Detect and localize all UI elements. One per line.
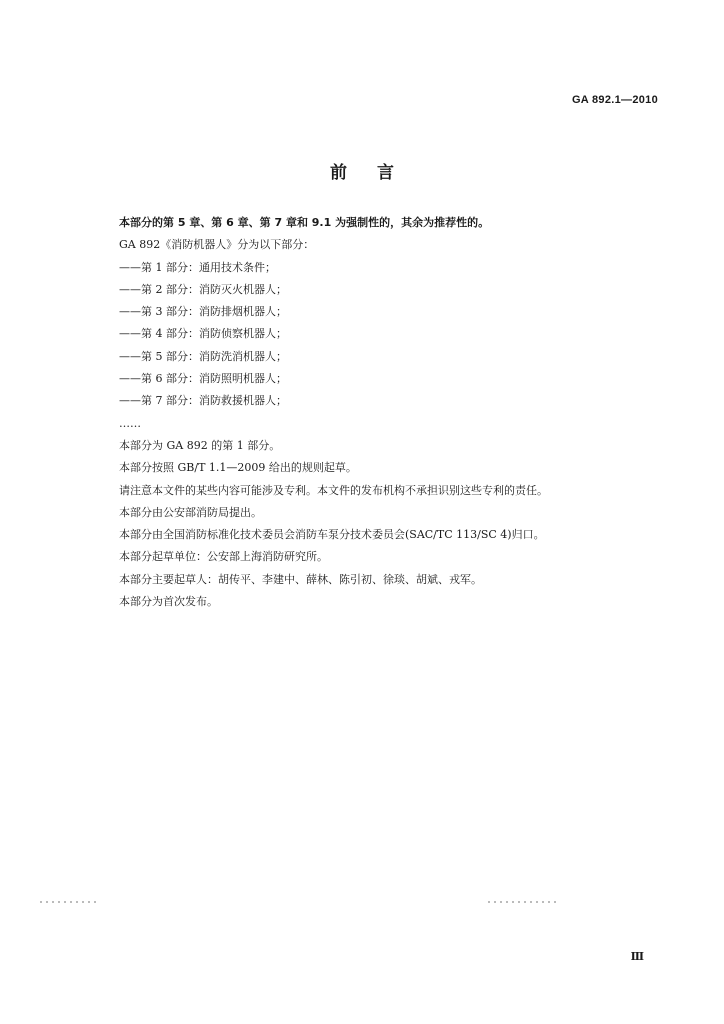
list-item-part-7: ——第 7 部分：消防救援机器人； <box>119 394 287 408</box>
paragraph-drafters: 本部分主要起草人：胡传平、李建中、薛林、陈引初、徐琰、胡斌、戎军。 <box>119 572 482 586</box>
paragraph-first-release: 本部分为首次发布。 <box>119 595 218 609</box>
paragraph-mandatory-clauses: 本部分的第 5 章、第 6 章、第 7 章和 9.1 为强制性的，其余为推荐性的。 <box>119 216 490 229</box>
paragraph-proposer: 本部分由公安部消防局提出。 <box>119 505 262 519</box>
list-ellipsis: …… <box>119 416 141 430</box>
paragraph-series-intro: GA 892《消防机器人》分为以下部分： <box>119 238 315 252</box>
paragraph-drafting-rules: 本部分按照 GB/T 1.1—2009 给出的规则起草。 <box>119 461 357 475</box>
scan-noise-left <box>40 901 100 903</box>
foreword-body <box>119 212 639 613</box>
list-item-part-2: ——第 2 部分：消防灭火机器人； <box>119 282 287 296</box>
list-item-part-4: ——第 4 部分：消防侦察机器人； <box>119 327 287 341</box>
scan-noise-right <box>488 901 558 903</box>
paragraph-drafting-unit: 本部分起草单位：公安部上海消防研究所。 <box>119 550 328 564</box>
list-item-part-6: ——第 6 部分：消防照明机器人； <box>119 372 287 386</box>
standard-code: GA 892.1—2010 <box>571 94 658 106</box>
page-title: 前言 <box>330 163 424 183</box>
list-item-part-5: ——第 5 部分：消防洗消机器人； <box>119 349 287 363</box>
list-item-part-1: ——第 1 部分：通用技术条件； <box>119 260 276 274</box>
paragraph-patent-notice: 请注意本文件的某些内容可能涉及专利。本文件的发布机构不承担识别这些专利的责任。 <box>119 483 548 497</box>
paragraph-technical-committee: 本部分由全国消防标准化技术委员会消防车泵分技术委员会(SAC/TC 113/SC 4)归口。 <box>119 528 545 542</box>
list-item-part-3: ——第 3 部分：消防排烟机器人； <box>119 305 287 319</box>
paragraph-part-statement: 本部分为 GA 892 的第 1 部分。 <box>119 438 281 452</box>
page-number: Ⅲ <box>630 950 644 963</box>
